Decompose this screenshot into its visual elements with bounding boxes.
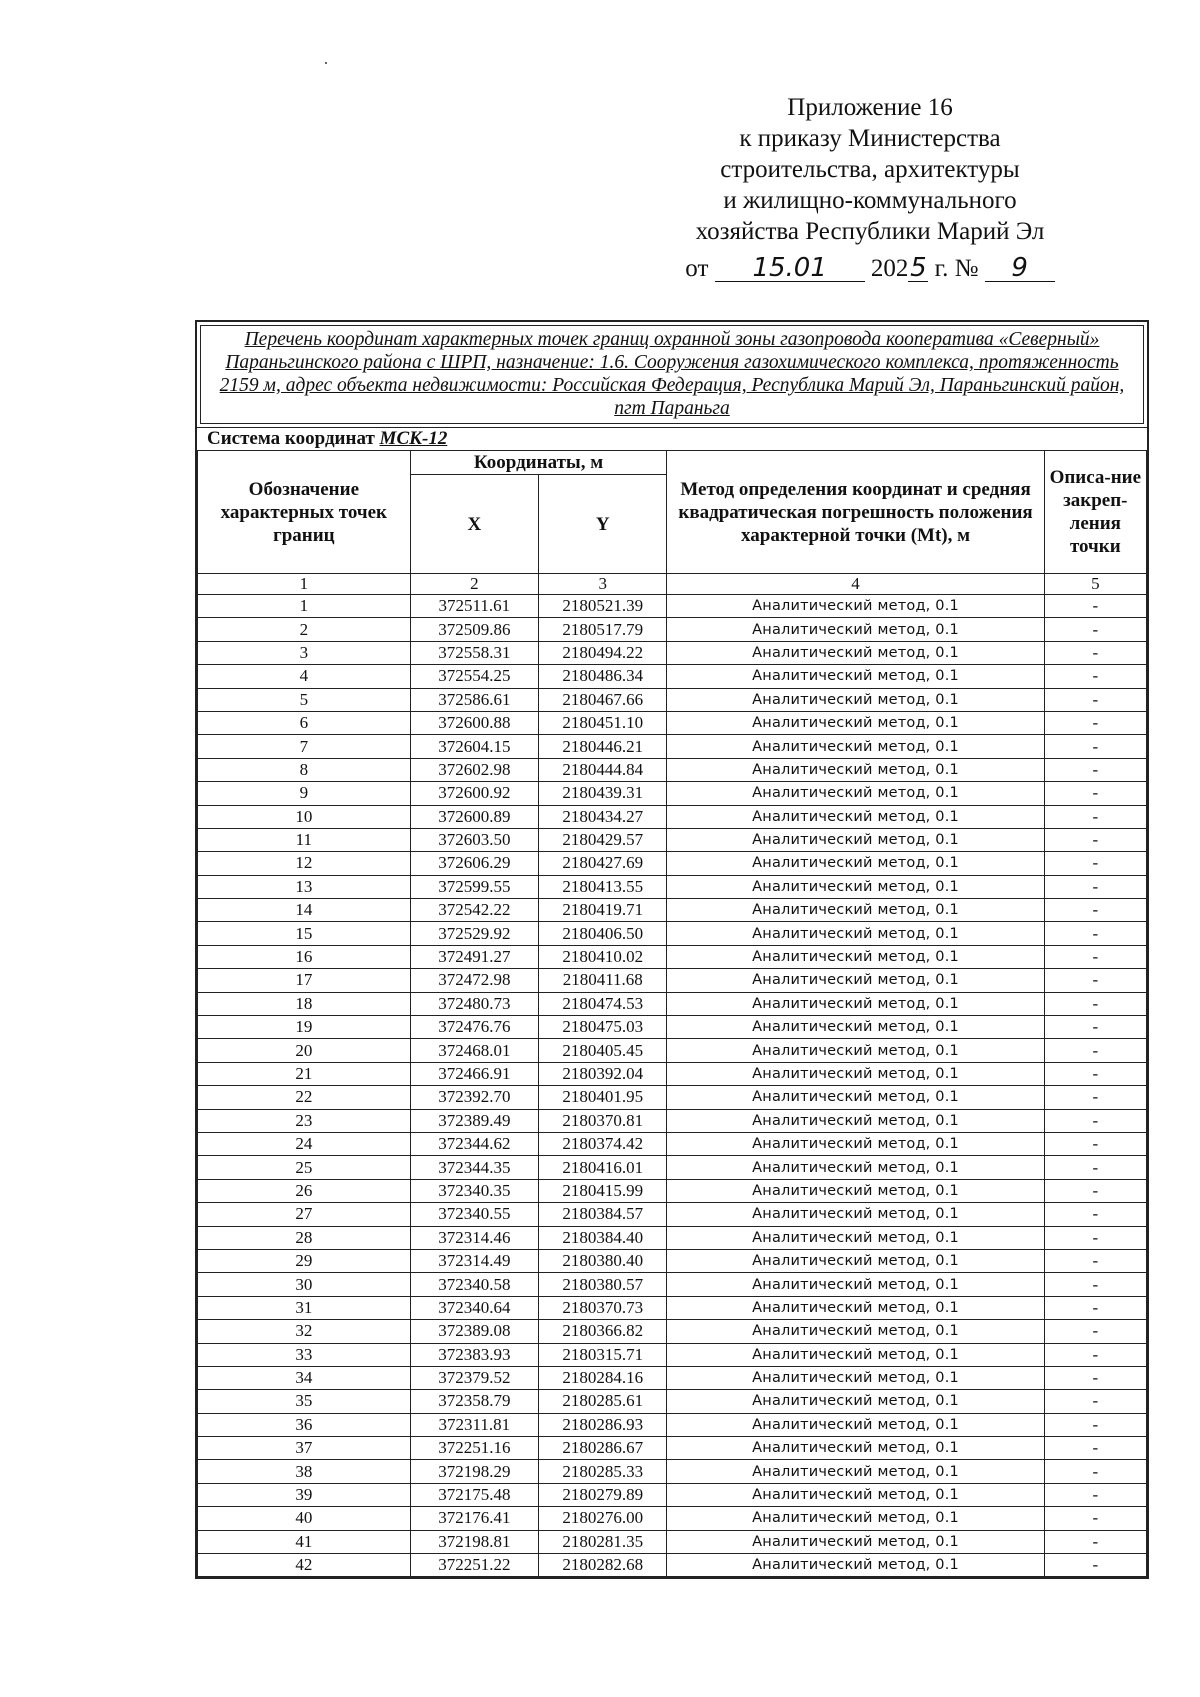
point-number: 30 bbox=[198, 1273, 411, 1296]
coord-x: 372340.55 bbox=[410, 1203, 538, 1226]
point-number: 31 bbox=[198, 1296, 411, 1319]
point-number: 35 bbox=[198, 1390, 411, 1413]
coord-x: 372586.61 bbox=[410, 688, 538, 711]
coord-x: 372314.46 bbox=[410, 1226, 538, 1249]
coord-x: 372251.16 bbox=[410, 1437, 538, 1460]
description-cell: - bbox=[1044, 665, 1146, 688]
point-number: 20 bbox=[198, 1039, 411, 1062]
coord-y: 2180521.39 bbox=[539, 595, 667, 618]
coord-x: 372251.22 bbox=[410, 1554, 538, 1577]
coord-x: 372509.86 bbox=[410, 618, 538, 641]
header-line: хозяйства Республики Марий Эл bbox=[695, 218, 1045, 245]
column-number-row bbox=[198, 574, 1147, 595]
coord-y: 2180419.71 bbox=[539, 899, 667, 922]
coord-x: 372175.48 bbox=[410, 1483, 538, 1506]
coord-x: 372466.91 bbox=[410, 1062, 538, 1085]
table-row bbox=[198, 899, 1147, 922]
coord-x: 372604.15 bbox=[410, 735, 538, 758]
point-number: 26 bbox=[198, 1179, 411, 1202]
point-number: 10 bbox=[198, 805, 411, 828]
method-cell: Аналитический метод, 0.1 bbox=[667, 1226, 1044, 1249]
method-cell: Аналитический метод, 0.1 bbox=[667, 1320, 1044, 1343]
table-row bbox=[198, 1390, 1147, 1413]
method-cell: Аналитический метод, 0.1 bbox=[667, 1109, 1044, 1132]
table-row bbox=[198, 875, 1147, 898]
point-number: 5 bbox=[198, 688, 411, 711]
method-cell: Аналитический метод, 0.1 bbox=[667, 1062, 1044, 1085]
point-number: 6 bbox=[198, 711, 411, 734]
description-cell: - bbox=[1044, 922, 1146, 945]
coord-y: 2180282.68 bbox=[539, 1554, 667, 1577]
table-row bbox=[198, 1226, 1147, 1249]
coord-x: 372389.49 bbox=[410, 1109, 538, 1132]
description-cell: - bbox=[1044, 992, 1146, 1015]
description-cell: - bbox=[1044, 735, 1146, 758]
from-label: от bbox=[685, 255, 709, 282]
description-cell: - bbox=[1044, 618, 1146, 641]
coord-x: 372491.27 bbox=[410, 945, 538, 968]
method-cell: Аналитический метод, 0.1 bbox=[667, 1507, 1044, 1530]
coord-y: 2180380.40 bbox=[539, 1249, 667, 1272]
description-cell: - bbox=[1044, 852, 1146, 875]
point-number: 40 bbox=[198, 1507, 411, 1530]
table-row bbox=[198, 1460, 1147, 1483]
point-number: 1 bbox=[198, 595, 411, 618]
method-cell: Аналитический метод, 0.1 bbox=[667, 1156, 1044, 1179]
description-cell: - bbox=[1044, 1343, 1146, 1366]
method-cell: Аналитический метод, 0.1 bbox=[667, 1366, 1044, 1389]
coord-y: 2180415.99 bbox=[539, 1179, 667, 1202]
table-row bbox=[198, 922, 1147, 945]
coord-y: 2180494.22 bbox=[539, 641, 667, 664]
table-row bbox=[198, 1296, 1147, 1319]
table-row bbox=[198, 945, 1147, 968]
coord-x: 372600.92 bbox=[410, 782, 538, 805]
handwritten-year: 5 bbox=[910, 253, 927, 283]
coord-y: 2180475.03 bbox=[539, 1016, 667, 1039]
table-row bbox=[198, 782, 1147, 805]
coord-x: 372542.22 bbox=[410, 899, 538, 922]
point-number: 16 bbox=[198, 945, 411, 968]
handwritten-date: 15.01 bbox=[715, 255, 865, 282]
coord-y: 2180401.95 bbox=[539, 1086, 667, 1109]
description-cell: - bbox=[1044, 1039, 1146, 1062]
method-cell: Аналитический метод, 0.1 bbox=[667, 782, 1044, 805]
header-x: X bbox=[410, 475, 538, 574]
table-row bbox=[198, 1413, 1147, 1436]
coord-y: 2180284.16 bbox=[539, 1366, 667, 1389]
method-cell: Аналитический метод, 0.1 bbox=[667, 875, 1044, 898]
description-cell: - bbox=[1044, 1507, 1146, 1530]
description-cell: - bbox=[1044, 1437, 1146, 1460]
coord-x: 372198.81 bbox=[410, 1530, 538, 1553]
description-cell: - bbox=[1044, 1109, 1146, 1132]
description-cell: - bbox=[1044, 828, 1146, 851]
method-cell: Аналитический метод, 0.1 bbox=[667, 805, 1044, 828]
table-row bbox=[198, 992, 1147, 1015]
table-row bbox=[198, 1203, 1147, 1226]
description-cell: - bbox=[1044, 1156, 1146, 1179]
coord-x: 372600.88 bbox=[410, 711, 538, 734]
coord-x: 372599.55 bbox=[410, 875, 538, 898]
coord-y: 2180370.81 bbox=[539, 1109, 667, 1132]
description-cell: - bbox=[1044, 1366, 1146, 1389]
point-number: 33 bbox=[198, 1343, 411, 1366]
point-number: 17 bbox=[198, 969, 411, 992]
description-cell: - bbox=[1044, 1179, 1146, 1202]
coord-y: 2180427.69 bbox=[539, 852, 667, 875]
description-cell: - bbox=[1044, 641, 1146, 664]
coord-x: 372340.58 bbox=[410, 1273, 538, 1296]
table-row bbox=[198, 1507, 1147, 1530]
coord-x: 372480.73 bbox=[410, 992, 538, 1015]
coord-y: 2180285.33 bbox=[539, 1460, 667, 1483]
table-row bbox=[198, 828, 1147, 851]
coord-x: 372383.93 bbox=[410, 1343, 538, 1366]
coord-x: 372340.64 bbox=[410, 1296, 538, 1319]
point-number: 38 bbox=[198, 1460, 411, 1483]
coordinates-body bbox=[198, 595, 1147, 1577]
method-cell: Аналитический метод, 0.1 bbox=[667, 1203, 1044, 1226]
table-row bbox=[198, 1483, 1147, 1506]
table-row bbox=[198, 1273, 1147, 1296]
coord-y: 2180416.01 bbox=[539, 1156, 667, 1179]
point-number: 34 bbox=[198, 1366, 411, 1389]
coord-y: 2180474.53 bbox=[539, 992, 667, 1015]
coord-y: 2180276.00 bbox=[539, 1507, 667, 1530]
method-cell: Аналитический метод, 0.1 bbox=[667, 688, 1044, 711]
coordinate-system-value: МСК-12 bbox=[379, 428, 448, 449]
coord-y: 2180517.79 bbox=[539, 618, 667, 641]
header-method: Метод определения координат и средняя квадратическая погрешность положения характерной точки (Mt), м bbox=[667, 451, 1044, 574]
coord-x: 372600.89 bbox=[410, 805, 538, 828]
point-number: 24 bbox=[198, 1132, 411, 1155]
table-row bbox=[198, 758, 1147, 781]
order-date-line bbox=[640, 253, 1100, 284]
coord-y: 2180286.93 bbox=[539, 1413, 667, 1436]
coord-y: 2180374.42 bbox=[539, 1132, 667, 1155]
point-number: 9 bbox=[198, 782, 411, 805]
coord-y: 2180434.27 bbox=[539, 805, 667, 828]
coord-y: 2180315.71 bbox=[539, 1343, 667, 1366]
coord-x: 372558.31 bbox=[410, 641, 538, 664]
year-suffix: г. № bbox=[934, 255, 979, 282]
column-number: 4 bbox=[667, 574, 1044, 595]
method-cell: Аналитический метод, 0.1 bbox=[667, 1179, 1044, 1202]
header-description: Описа-ние закреп-ления точки bbox=[1044, 451, 1146, 574]
description-cell: - bbox=[1044, 1249, 1146, 1272]
point-number: 36 bbox=[198, 1413, 411, 1436]
point-number: 39 bbox=[198, 1483, 411, 1506]
point-number: 11 bbox=[198, 828, 411, 851]
column-number: 3 bbox=[539, 574, 667, 595]
coord-y: 2180444.84 bbox=[539, 758, 667, 781]
method-cell: Аналитический метод, 0.1 bbox=[667, 1249, 1044, 1272]
description-cell: - bbox=[1044, 1554, 1146, 1577]
table-row bbox=[198, 969, 1147, 992]
table-row bbox=[198, 711, 1147, 734]
method-cell: Аналитический метод, 0.1 bbox=[667, 922, 1044, 945]
description-cell: - bbox=[1044, 1460, 1146, 1483]
table-title: Перечень координат характерных точек границ охранной зоны газопровода кооператива «Северный» Параньгинского района с ШРП, назначение: 1.6. Сооружения газохимического комплекса, протяженность 2159 м, адрес объекта недвижимости: Российская Федерация, Республика Марий Эл, Параньгинский район, пгт Параньга bbox=[200, 325, 1144, 424]
method-cell: Аналитический метод, 0.1 bbox=[667, 665, 1044, 688]
coord-x: 372314.49 bbox=[410, 1249, 538, 1272]
coord-y: 2180446.21 bbox=[539, 735, 667, 758]
year-prefix: 202 bbox=[870, 255, 909, 282]
description-cell: - bbox=[1044, 1062, 1146, 1085]
method-cell: Аналитический метод, 0.1 bbox=[667, 1437, 1044, 1460]
coord-x: 372529.92 bbox=[410, 922, 538, 945]
scan-speck bbox=[325, 62, 327, 64]
coordinates-table-frame bbox=[195, 320, 1149, 1579]
coord-x: 372379.52 bbox=[410, 1366, 538, 1389]
method-cell: Аналитический метод, 0.1 bbox=[667, 1343, 1044, 1366]
point-number: 18 bbox=[198, 992, 411, 1015]
method-cell: Аналитический метод, 0.1 bbox=[667, 1460, 1044, 1483]
table-row bbox=[198, 1437, 1147, 1460]
coord-y: 2180405.45 bbox=[539, 1039, 667, 1062]
method-cell: Аналитический метод, 0.1 bbox=[667, 945, 1044, 968]
table-row bbox=[198, 665, 1147, 688]
point-number: 42 bbox=[198, 1554, 411, 1577]
method-cell: Аналитический метод, 0.1 bbox=[667, 1273, 1044, 1296]
coordinate-system-label: Система координат bbox=[207, 428, 375, 449]
point-number: 12 bbox=[198, 852, 411, 875]
point-number: 41 bbox=[198, 1530, 411, 1553]
coord-y: 2180281.35 bbox=[539, 1530, 667, 1553]
point-number: 22 bbox=[198, 1086, 411, 1109]
description-cell: - bbox=[1044, 1016, 1146, 1039]
point-number: 13 bbox=[198, 875, 411, 898]
description-cell: - bbox=[1044, 1086, 1146, 1109]
header-line: к приказу Министерства bbox=[739, 125, 1001, 152]
coord-y: 2180467.66 bbox=[539, 688, 667, 711]
description-cell: - bbox=[1044, 758, 1146, 781]
description-cell: - bbox=[1044, 805, 1146, 828]
description-cell: - bbox=[1044, 1320, 1146, 1343]
method-cell: Аналитический метод, 0.1 bbox=[667, 595, 1044, 618]
coord-y: 2180384.57 bbox=[539, 1203, 667, 1226]
coord-x: 372198.29 bbox=[410, 1460, 538, 1483]
description-cell: - bbox=[1044, 899, 1146, 922]
description-cell: - bbox=[1044, 711, 1146, 734]
coordinates-table bbox=[197, 450, 1147, 1577]
method-cell: Аналитический метод, 0.1 bbox=[667, 735, 1044, 758]
coord-x: 372603.50 bbox=[410, 828, 538, 851]
coord-x: 372344.35 bbox=[410, 1156, 538, 1179]
method-cell: Аналитический метод, 0.1 bbox=[667, 1132, 1044, 1155]
description-cell: - bbox=[1044, 782, 1146, 805]
coord-x: 372476.76 bbox=[410, 1016, 538, 1039]
point-number: 29 bbox=[198, 1249, 411, 1272]
description-cell: - bbox=[1044, 1390, 1146, 1413]
point-number: 2 bbox=[198, 618, 411, 641]
table-row bbox=[198, 641, 1147, 664]
description-cell: - bbox=[1044, 875, 1146, 898]
table-row bbox=[198, 1156, 1147, 1179]
point-number: 28 bbox=[198, 1226, 411, 1249]
point-number: 21 bbox=[198, 1062, 411, 1085]
coord-y: 2180366.82 bbox=[539, 1320, 667, 1343]
header-line: Приложение 16 bbox=[787, 94, 953, 121]
table-row bbox=[198, 1132, 1147, 1155]
column-number: 1 bbox=[198, 574, 411, 595]
method-cell: Аналитический метод, 0.1 bbox=[667, 1039, 1044, 1062]
coord-x: 372511.61 bbox=[410, 595, 538, 618]
coord-y: 2180429.57 bbox=[539, 828, 667, 851]
coord-x: 372311.81 bbox=[410, 1413, 538, 1436]
table-row bbox=[198, 1086, 1147, 1109]
method-cell: Аналитический метод, 0.1 bbox=[667, 828, 1044, 851]
method-cell: Аналитический метод, 0.1 bbox=[667, 1086, 1044, 1109]
coord-x: 372340.35 bbox=[410, 1179, 538, 1202]
point-number: 19 bbox=[198, 1016, 411, 1039]
coord-x: 372606.29 bbox=[410, 852, 538, 875]
coord-x: 372472.98 bbox=[410, 969, 538, 992]
method-cell: Аналитический метод, 0.1 bbox=[667, 641, 1044, 664]
table-row bbox=[198, 595, 1147, 618]
point-number: 8 bbox=[198, 758, 411, 781]
coord-x: 372554.25 bbox=[410, 665, 538, 688]
description-cell: - bbox=[1044, 1203, 1146, 1226]
coord-y: 2180486.34 bbox=[539, 665, 667, 688]
description-cell: - bbox=[1044, 1296, 1146, 1319]
header-line: строительства, архитектуры bbox=[720, 156, 1020, 183]
table-row bbox=[198, 805, 1147, 828]
description-cell: - bbox=[1044, 969, 1146, 992]
column-number: 2 bbox=[410, 574, 538, 595]
header-coordinates: Координаты, м bbox=[410, 451, 667, 475]
table-row bbox=[198, 735, 1147, 758]
point-number: 37 bbox=[198, 1437, 411, 1460]
table-row bbox=[198, 852, 1147, 875]
coord-y: 2180439.31 bbox=[539, 782, 667, 805]
method-cell: Аналитический метод, 0.1 bbox=[667, 1296, 1044, 1319]
method-cell: Аналитический метод, 0.1 bbox=[667, 1483, 1044, 1506]
method-cell: Аналитический метод, 0.1 bbox=[667, 618, 1044, 641]
header-y: Y bbox=[539, 475, 667, 574]
coord-y: 2180380.57 bbox=[539, 1273, 667, 1296]
coordinate-system-row bbox=[197, 427, 1147, 450]
description-cell: - bbox=[1044, 1226, 1146, 1249]
table-row bbox=[198, 1062, 1147, 1085]
coord-y: 2180406.50 bbox=[539, 922, 667, 945]
coord-y: 2180370.73 bbox=[539, 1296, 667, 1319]
column-number: 5 bbox=[1044, 574, 1146, 595]
description-cell: - bbox=[1044, 1413, 1146, 1436]
table-row bbox=[198, 1039, 1147, 1062]
point-number: 27 bbox=[198, 1203, 411, 1226]
coord-y: 2180285.61 bbox=[539, 1390, 667, 1413]
description-cell: - bbox=[1044, 1530, 1146, 1553]
point-number: 15 bbox=[198, 922, 411, 945]
table-row bbox=[198, 1530, 1147, 1553]
method-cell: Аналитический метод, 0.1 bbox=[667, 711, 1044, 734]
method-cell: Аналитический метод, 0.1 bbox=[667, 969, 1044, 992]
coord-x: 372602.98 bbox=[410, 758, 538, 781]
method-cell: Аналитический метод, 0.1 bbox=[667, 992, 1044, 1015]
table-row bbox=[198, 1343, 1147, 1366]
coord-y: 2180286.67 bbox=[539, 1437, 667, 1460]
coord-y: 2180411.68 bbox=[539, 969, 667, 992]
description-cell: - bbox=[1044, 688, 1146, 711]
table-row bbox=[198, 688, 1147, 711]
coord-x: 372344.62 bbox=[410, 1132, 538, 1155]
coord-y: 2180410.02 bbox=[539, 945, 667, 968]
method-cell: Аналитический метод, 0.1 bbox=[667, 758, 1044, 781]
table-row bbox=[198, 1109, 1147, 1132]
table-row bbox=[198, 1320, 1147, 1343]
coord-y: 2180451.10 bbox=[539, 711, 667, 734]
method-cell: Аналитический метод, 0.1 bbox=[667, 1554, 1044, 1577]
point-number: 23 bbox=[198, 1109, 411, 1132]
coord-y: 2180392.04 bbox=[539, 1062, 667, 1085]
method-cell: Аналитический метод, 0.1 bbox=[667, 1390, 1044, 1413]
point-number: 32 bbox=[198, 1320, 411, 1343]
point-number: 3 bbox=[198, 641, 411, 664]
description-cell: - bbox=[1044, 1483, 1146, 1506]
method-cell: Аналитический метод, 0.1 bbox=[667, 1530, 1044, 1553]
point-number: 4 bbox=[198, 665, 411, 688]
coord-x: 372358.79 bbox=[410, 1390, 538, 1413]
coord-x: 372392.70 bbox=[410, 1086, 538, 1109]
table-row bbox=[198, 1249, 1147, 1272]
point-number: 14 bbox=[198, 899, 411, 922]
point-number: 7 bbox=[198, 735, 411, 758]
handwritten-number: 9 bbox=[985, 255, 1055, 282]
appendix-header bbox=[640, 92, 1100, 284]
method-cell: Аналитический метод, 0.1 bbox=[667, 852, 1044, 875]
description-cell: - bbox=[1044, 1273, 1146, 1296]
coord-y: 2180279.89 bbox=[539, 1483, 667, 1506]
method-cell: Аналитический метод, 0.1 bbox=[667, 899, 1044, 922]
coord-y: 2180384.40 bbox=[539, 1226, 667, 1249]
description-cell: - bbox=[1044, 945, 1146, 968]
method-cell: Аналитический метод, 0.1 bbox=[667, 1016, 1044, 1039]
table-row bbox=[198, 1366, 1147, 1389]
point-number: 25 bbox=[198, 1156, 411, 1179]
coord-y: 2180413.55 bbox=[539, 875, 667, 898]
description-cell: - bbox=[1044, 1132, 1146, 1155]
table-row bbox=[198, 1554, 1147, 1577]
coord-x: 372176.41 bbox=[410, 1507, 538, 1530]
coord-x: 372468.01 bbox=[410, 1039, 538, 1062]
table-row bbox=[198, 1179, 1147, 1202]
method-cell: Аналитический метод, 0.1 bbox=[667, 1413, 1044, 1436]
description-cell: - bbox=[1044, 595, 1146, 618]
header-line: и жилищно-коммунального bbox=[723, 187, 1017, 214]
table-row bbox=[198, 618, 1147, 641]
header-point: Обозначение характерных точек границ bbox=[198, 451, 411, 574]
table-row bbox=[198, 1016, 1147, 1039]
coord-x: 372389.08 bbox=[410, 1320, 538, 1343]
